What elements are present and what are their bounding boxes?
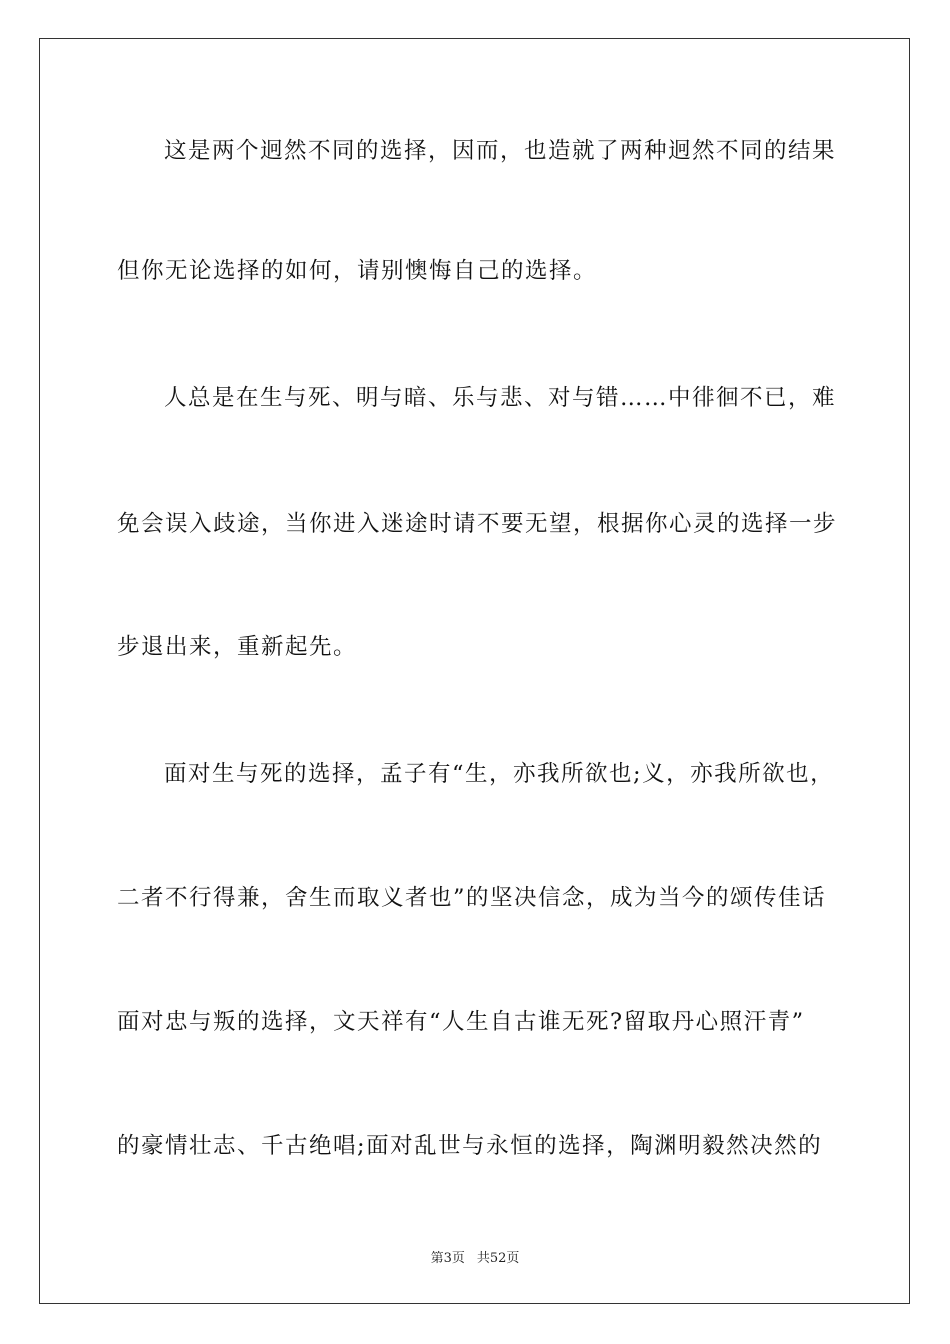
paragraph-line: 人总是在生与死、明与暗、乐与悲、对与错……中徘徊不已，难 [164, 385, 837, 411]
total-pages: 共52页 [476, 1251, 520, 1266]
paragraph-line: 的豪情壮志、千古绝唱;面对乱世与永恒的选择，陶渊明毅然决然的 [117, 1133, 823, 1159]
paragraph-line: 免会误入歧途，当你进入迷途时请不要无望，根据你心灵的选择一步 [117, 511, 837, 537]
paragraph-line: 二者不行得兼，舍生而取义者也”的坚决信念，成为当今的颂传佳话 [117, 885, 827, 911]
paragraph-line: 但你无论选择的如何，请别懊悔自己的选择。 [117, 258, 598, 284]
paragraph-line: 这是两个迥然不同的选择，因而，也造就了两种迥然不同的结果 [164, 138, 837, 164]
page-number: 第3页 [430, 1251, 465, 1266]
page-border [39, 38, 910, 1304]
paragraph-line: 步退出来，重新起先。 [117, 634, 358, 660]
paragraph-line: 面对生与死的选择，孟子有“生，亦我所欲也;义，亦我所欲也， [164, 761, 835, 787]
paragraph-line: 面对忠与叛的选择，文天祥有“人生自古谁无死?留取丹心照汗青” [117, 1009, 805, 1035]
page-footer [0, 1247, 950, 1266]
